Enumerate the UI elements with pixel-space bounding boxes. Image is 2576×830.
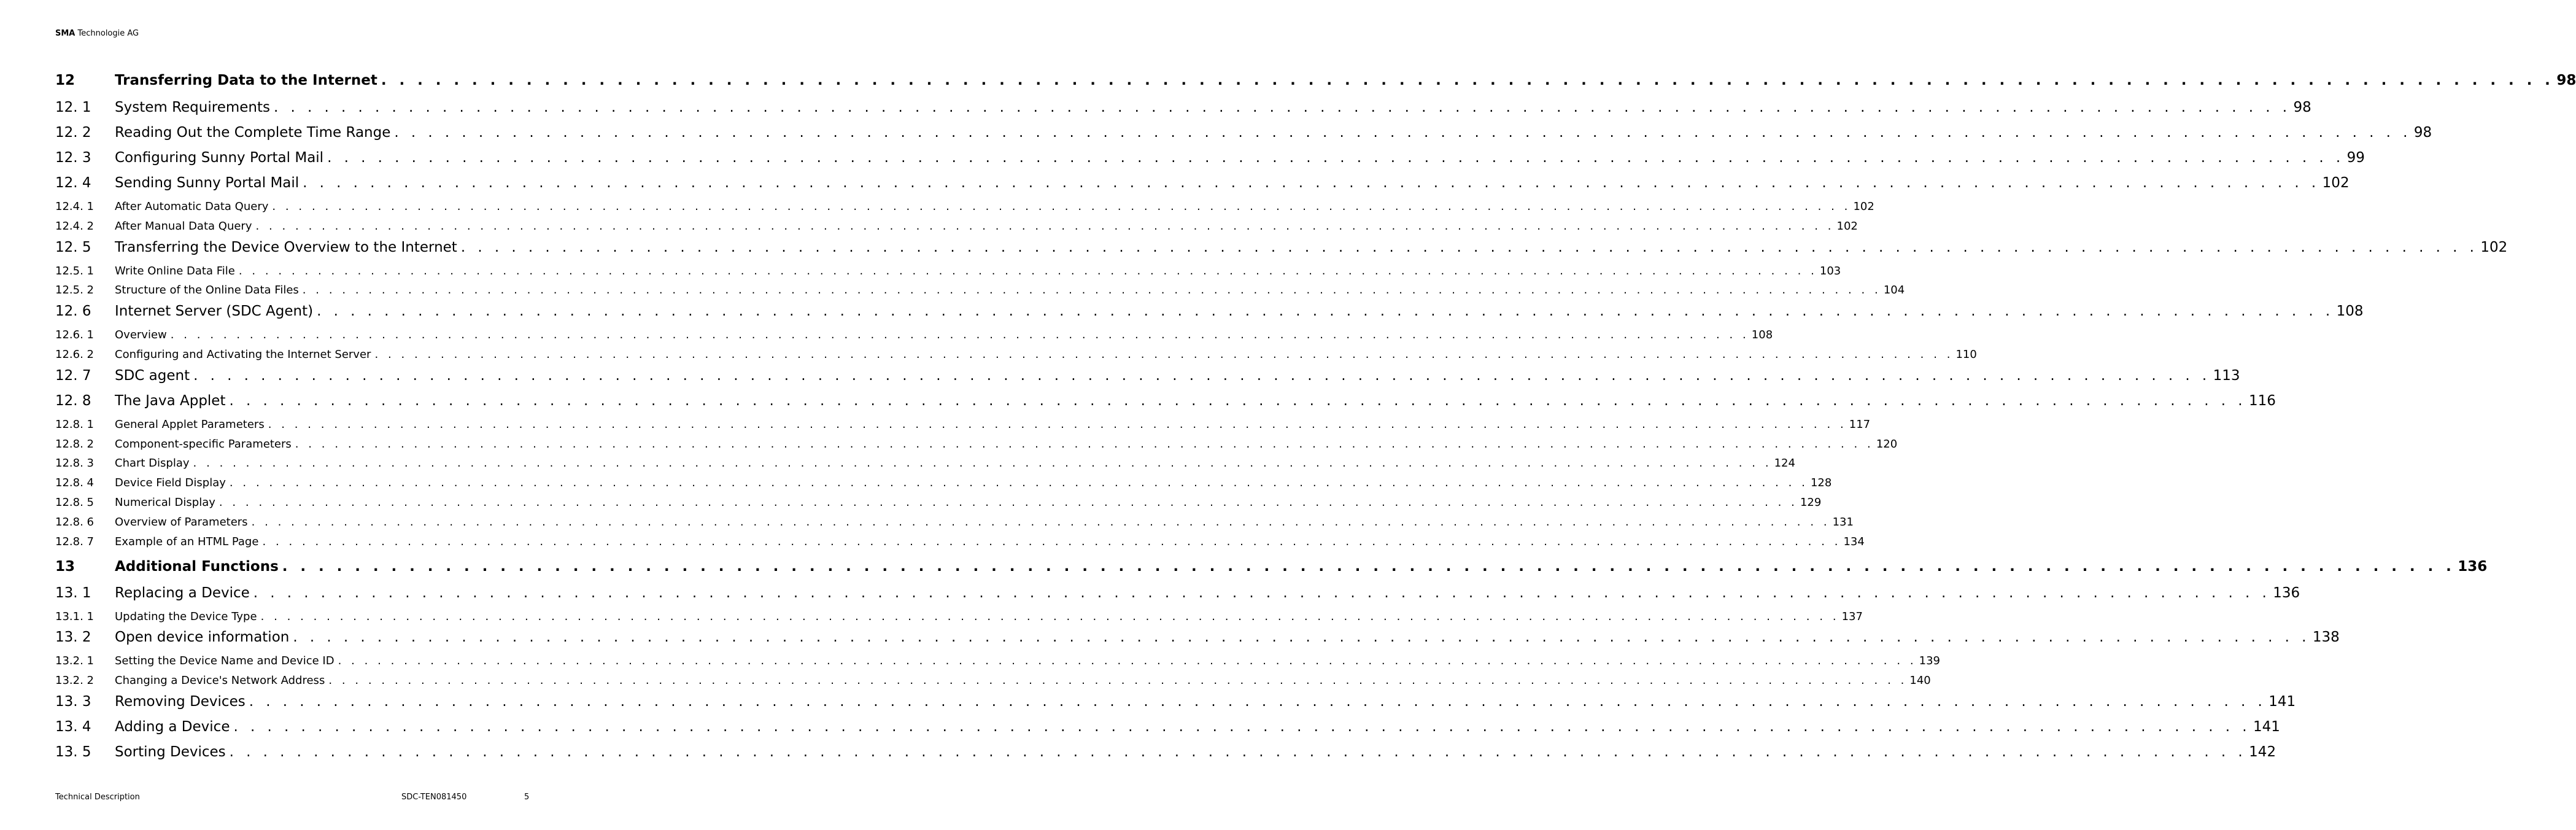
dot-leader: . . . . . . . . . . . . . . . . . . . . . . . . . . . . . . . . . . . . . . . . . . . . . . . . . . . . . . . . . . . . . . . . . . . . . . . . . . . . . . . . . . . . . . . . . . . . . . . . . . . . . . . . . . . . . . . . . . . . . . . . bbox=[338, 654, 1917, 668]
toc-entry-number: 12.8. 7 bbox=[55, 535, 94, 548]
toc-entry-number: 12. 1 bbox=[55, 99, 91, 115]
toc-entry-sub[interactable] bbox=[55, 417, 1871, 438]
toc-entry-title: Replacing a Device bbox=[115, 584, 250, 601]
toc-entry-number: 12.8. 1 bbox=[55, 417, 94, 431]
toc-entry-title: Reading Out the Complete Time Range bbox=[115, 125, 391, 141]
toc-entry-page: 142 bbox=[2249, 743, 2276, 760]
toc-entry-sub[interactable] bbox=[55, 674, 1931, 694]
toc-entry-section[interactable] bbox=[55, 175, 2350, 200]
toc-entry-page: 102 bbox=[2322, 175, 2350, 191]
dot-leader: . . . . . . . . . . . . . . . . . . . . . . . . . . . . . . . . . . . . . . . . . . . . . . . . . . . . . . . . . . . . . . . . . . . . . . . . . . . . . . . . . . . . . . . . . . . . . . . . . . . . . . . . . . . . . . . . . . . . . . . . bbox=[253, 584, 2271, 601]
toc-entry-sub[interactable] bbox=[55, 347, 1977, 368]
dot-leader: . . . . . . . . . . . . . . . . . . . . . . . . . . . . . . . . . . . . . . . . . . . . . . . . . . . . . . . . . . . . . . . . . . . . . . . . . . . . . . . . . . . . . . . . . . . . . . . . . . . . . . . . . . . . . . . . . . . . . . . . bbox=[282, 558, 2456, 575]
toc-entry-section[interactable] bbox=[55, 584, 2300, 610]
toc-entry-sub[interactable] bbox=[55, 219, 1858, 239]
dot-leader: . . . . . . . . . . . . . . . . . . . . . . . . . . . . . . . . . . . . . . . . . . . . . . . . . . . . . . . . . . . . . . . . . . . . . . . . . . . . . . . . . . . . . . . . . . . . . . . . . . . . . . . . . . . . . . . . . . . . . . . . bbox=[229, 392, 2246, 409]
dot-leader: . . . . . . . . . . . . . . . . . . . . . . . . . . . . . . . . . . . . . . . . . . . . . . . . . . . . . . . . . . . . . . . . . . . . . . . . . . . . . . . . . . . . . . . . . . . . . . . . . . . . . . . . . . . . . . . . . . . . . . . . bbox=[273, 99, 2291, 115]
toc-entry-section[interactable] bbox=[55, 629, 2340, 654]
toc-entry-title: Overview bbox=[115, 328, 167, 342]
toc-entry-sub[interactable] bbox=[55, 515, 1854, 535]
toc-entry-title: Component-specific Parameters bbox=[115, 437, 292, 451]
toc-entry-page: 141 bbox=[2253, 718, 2280, 735]
toc-entry-title: After Automatic Data Query bbox=[115, 200, 269, 213]
dot-leader: . . . . . . . . . . . . . . . . . . . . . . . . . . . . . . . . . . . . . . . . . . . . . . . . . . . . . . . . . . . . . . . . . . . . . . . . . . . . . . . . . . . . . . . . . . . . . . . . . . . . . . . . . . . . . . . . . . . . . . . . bbox=[327, 150, 2345, 166]
toc-entry-title: General Applet Parameters bbox=[115, 417, 265, 431]
toc-entry-title: Removing Devices bbox=[115, 693, 246, 710]
toc-entry-title: Sorting Devices bbox=[115, 743, 226, 760]
dot-leader: . . . . . . . . . . . . . . . . . . . . . . . . . . . . . . . . . . . . . . . . . . . . . . . . . . . . . . . . . . . . . . . . . . . . . . . . . . . . . . . . . . . . . . . . . . . . . . . . . . . . . . . . . . . . . . . . . . . . . . . . bbox=[193, 457, 1772, 470]
toc-entry-title: Updating the Device Type bbox=[115, 610, 257, 623]
page-header bbox=[55, 29, 139, 38]
dot-leader: . . . . . . . . . . . . . . . . . . . . . . . . . . . . . . . . . . . . . . . . . . . . . . . . . . . . . . . . . . . . . . . . . . . . . . . . . . . . . . . . . . . . . . . . . . . . . . . . . . . . . . . . . . . . . . . . . . . . . . . . bbox=[238, 264, 1817, 277]
toc-entry-title: Additional Functions bbox=[115, 558, 279, 575]
dot-leader: . . . . . . . . . . . . . . . . . . . . . . . . . . . . . . . . . . . . . . . . . . . . . . . . . . . . . . . . . . . . . . . . . . . . . . . . . . . . . . . . . . . . . . . . . . . . . . . . . . . . . . . . . . . . . . . . . . . . . . . . bbox=[251, 515, 1830, 529]
dot-leader: . . . . . . . . . . . . . . . . . . . . . . . . . . . . . . . . . . . . . . . . . . . . . . . . . . . . . . . . . . . . . . . . . . . . . . . . . . . . . . . . . . . . . . . . . . . . . . . . . . . . . . . . . . . . . . . . . . . . . . . . bbox=[394, 125, 2412, 141]
toc-entry-number: 13. 1 bbox=[55, 584, 91, 601]
toc-entry-page: 102 bbox=[1853, 200, 1874, 213]
toc-entry-number: 13.2. 2 bbox=[55, 674, 94, 688]
dot-leader: . . . . . . . . . . . . . . . . . . . . . . . . . . . . . . . . . . . . . . . . . . . . . . . . . . . . . . . . . . . . . . . . . . . . . . . . . . . . . . . . . . . . . . . . . . . . . . . . . . . . . . . . . . . . . . . . . . . . . . . . bbox=[317, 303, 2334, 320]
toc-entry-number: 12. 5 bbox=[55, 239, 91, 255]
footer-document-code: SDC-TEN081450 bbox=[401, 793, 467, 802]
toc-entry-number: 13. 5 bbox=[55, 743, 91, 760]
toc-entry-title: SDC agent bbox=[115, 367, 190, 384]
toc-entry-title: After Manual Data Query bbox=[115, 219, 252, 233]
dot-leader: . . . . . . . . . . . . . . . . . . . . . . . . . . . . . . . . . . . . . . . . . . . . . . . . . . . . . . . . . . . . . . . . . . . . . . . . . . . . . . . . . . . . . . . . . . . . . . . . . . . . . . . . . . . . . . . . . . . . . . . . bbox=[295, 437, 1874, 451]
toc-entry-sub[interactable] bbox=[55, 495, 1822, 516]
toc-entry-page: 141 bbox=[2269, 693, 2296, 710]
toc-entry-title: Overview of Parameters bbox=[115, 515, 248, 529]
toc-entry-title: Transferring Data to the Internet bbox=[115, 72, 377, 88]
dot-leader: . . . . . . . . . . . . . . . . . . . . . . . . . . . . . . . . . . . . . . . . . . . . . . . . . . . . . . . . . . . . . . . . . . . . . . . . . . . . . . . . . . . . . . . . . . . . . . . . . . . . . . . . . . . . . . . . . . . . . . . . bbox=[303, 175, 2320, 191]
footer-document-type: Technical Description bbox=[55, 793, 140, 802]
dot-leader: . . . . . . . . . . . . . . . . . . . . . . . . . . . . . . . . . . . . . . . . . . . . . . . . . . . . . . . . . . . . . . . . . . . . . . . . . . . . . . . . . . . . . . . . . . . . . . . . . . . . . . . . . . . . . . . . . . . . . . . . bbox=[328, 674, 1908, 688]
toc-entry-title: Sending Sunny Portal Mail bbox=[115, 175, 300, 191]
toc-entry-number: 13. 3 bbox=[55, 693, 91, 710]
toc-entry-sub[interactable] bbox=[55, 457, 1795, 476]
toc-entry-page: 110 bbox=[1955, 347, 1977, 361]
toc-entry-number: 12 bbox=[55, 72, 75, 88]
toc-entry-page: 108 bbox=[1751, 328, 1773, 342]
toc-entry-title: Structure of the Online Data Files bbox=[115, 284, 299, 297]
toc-entry-sub[interactable] bbox=[55, 264, 1841, 284]
toc-entry-sub[interactable] bbox=[55, 654, 1940, 674]
toc-entry-section[interactable] bbox=[55, 693, 2296, 719]
toc-entry-number: 12.8. 5 bbox=[55, 495, 94, 509]
brand-name: SMA bbox=[55, 29, 75, 38]
toc-entry-page: 103 bbox=[1819, 264, 1841, 277]
toc-entry-page: 108 bbox=[2336, 303, 2364, 320]
toc-entry-number: 12. 7 bbox=[55, 367, 91, 384]
toc-entry-number: 13 bbox=[55, 558, 75, 575]
dot-leader: . . . . . . . . . . . . . . . . . . . . . . . . . . . . . . . . . . . . . . . . . . . . . . . . . . . . . . . . . . . . . . . . . . . . . . . . . . . . . . . . . . . . . . . . . . . . . . . . . . . . . . . . . . . . . . . . . . . . . . . . bbox=[229, 476, 1808, 490]
dot-leader: . . . . . . . . . . . . . . . . . . . . . . . . . . . . . . . . . . . . . . . . . . . . . . . . . . . . . . . . . . . . . . . . . . . . . . . . . . . . . . . . . . . . . . . . . . . . . . . . . . . . . . . . . . . . . . . . . . . . . . . . bbox=[460, 239, 2478, 255]
toc-entry-section[interactable] bbox=[55, 743, 2276, 769]
toc-entry-number: 13. 2 bbox=[55, 629, 91, 646]
toc-entry-number: 12.6. 2 bbox=[55, 347, 94, 361]
toc-entry-page: 120 bbox=[1876, 437, 1898, 451]
toc-entry-title: Changing a Device's Network Address bbox=[115, 674, 325, 688]
toc-entry-page: 136 bbox=[2273, 584, 2300, 601]
dot-leader: . . . . . . . . . . . . . . . . . . . . . . . . . . . . . . . . . . . . . . . . . . . . . . . . . . . . . . . . . . . . . . . . . . . . . . . . . . . . . . . . . . . . . . . . . . . . . . . . . . . . . . . . . . . . . . . . . . . . . . . . bbox=[374, 347, 1954, 361]
toc-entry-title: Numerical Display bbox=[115, 495, 215, 509]
footer-page-number: 5 bbox=[524, 793, 530, 802]
toc-entry-section[interactable] bbox=[55, 718, 2280, 744]
toc-entry-page: 102 bbox=[2480, 239, 2508, 255]
dot-leader: . . . . . . . . . . . . . . . . . . . . . . . . . . . . . . . . . . . . . . . . . . . . . . . . . . . . . . . . . . . . . . . . . . . . . . . . . . . . . . . . . . . . . . . . . . . . . . . . . . . . . . . . . . . . . . . . . . . . . . . . bbox=[249, 693, 2267, 710]
toc-entry-sub[interactable] bbox=[55, 610, 1863, 630]
toc-entry-chapter[interactable] bbox=[55, 558, 2488, 585]
toc-entry-section[interactable] bbox=[55, 392, 2276, 418]
toc-entry-page: 140 bbox=[1909, 674, 1931, 688]
table-of-contents bbox=[55, 72, 2576, 769]
toc-entry-number: 12. 3 bbox=[55, 150, 91, 166]
toc-entry-sub[interactable] bbox=[55, 284, 1905, 303]
toc-entry-sub[interactable] bbox=[55, 476, 1832, 496]
toc-entry-number: 13.1. 1 bbox=[55, 610, 94, 623]
toc-entry-page: 131 bbox=[1832, 515, 1854, 529]
toc-entry-number: 12.5. 1 bbox=[55, 264, 94, 277]
toc-entry-number: 12. 2 bbox=[55, 125, 91, 141]
toc-entry-title: Adding a Device bbox=[115, 718, 230, 735]
toc-entry-page: 124 bbox=[1774, 457, 1795, 470]
toc-entry-number: 12.8. 3 bbox=[55, 457, 94, 470]
toc-entry-page: 98 bbox=[2293, 99, 2311, 115]
toc-entry-number: 12.8. 6 bbox=[55, 515, 94, 529]
toc-entry-number: 12.4. 1 bbox=[55, 200, 94, 213]
dot-leader: . . . . . . . . . . . . . . . . . . . . . . . . . . . . . . . . . . . . . . . . . . . . . . . . . . . . . . . . . . . . . . . . . . . . . . . . . . . . . . . . . . . . . . . . . . . . . . . . . . . . . . . . . . . . . . . . . . . . . . . . bbox=[260, 610, 1839, 623]
toc-entry-title: System Requirements bbox=[115, 99, 270, 115]
toc-entry-number: 12.8. 2 bbox=[55, 437, 94, 451]
toc-entry-page: 137 bbox=[1841, 610, 1863, 623]
dot-leader: . . . . . . . . . . . . . . . . . . . . . . . . . . . . . . . . . . . . . . . . . . . . . . . . . . . . . . . . . . . . . . . . . . . . . . . . . . . . . . . . . . . . . . . . . . . . . . . . . . . . . . . . . . . . . . . . . . . . . . . . bbox=[268, 417, 1847, 431]
toc-entry-page: 129 bbox=[1800, 495, 1822, 509]
toc-entry-number: 12.6. 1 bbox=[55, 328, 94, 342]
toc-entry-title: Transferring the Device Overview to the Internet bbox=[115, 239, 457, 255]
toc-entry-page: 136 bbox=[2458, 558, 2488, 575]
toc-entry-section[interactable] bbox=[55, 303, 2364, 328]
toc-entry-number: 12. 6 bbox=[55, 303, 91, 320]
toc-entry-sub[interactable] bbox=[55, 437, 1898, 457]
toc-entry-title: Internet Server (SDC Agent) bbox=[115, 303, 314, 320]
toc-entry-page: 104 bbox=[1883, 284, 1905, 297]
toc-entry-number: 12. 4 bbox=[55, 175, 91, 191]
dot-leader: . . . . . . . . . . . . . . . . . . . . . . . . . . . . . . . . . . . . . . . . . . . . . . . . . . . . . . . . . . . . . . . . . . . . . . . . . . . . . . . . . . . . . . . . . . . . . . . . . . . . . . . . . . . . . . . . . . . . . . . . bbox=[233, 718, 2251, 735]
toc-entry-sub[interactable] bbox=[55, 535, 1865, 559]
toc-entry-title: Open device information bbox=[115, 629, 290, 646]
toc-entry-title: Example of an HTML Page bbox=[115, 535, 259, 548]
toc-entry-section[interactable] bbox=[55, 239, 2508, 265]
toc-entry-title: Chart Display bbox=[115, 457, 190, 470]
toc-entry-page: 134 bbox=[1843, 535, 1865, 548]
toc-entry-sub[interactable] bbox=[55, 328, 1773, 348]
toc-entry-page: 116 bbox=[2248, 392, 2276, 409]
toc-entry-number: 13. 4 bbox=[55, 718, 91, 735]
dot-leader: . . . . . . . . . . . . . . . . . . . . . . . . . . . . . . . . . . . . . . . . . . . . . . . . . . . . . . . . . . . . . . . . . . . . . . . . . . . . . . . . . . . . . . . . . . . . . . . . . . . . . . . . . . . . . . . . . . . . . . . . bbox=[302, 284, 1881, 297]
dot-leader: . . . . . . . . . . . . . . . . . . . . . . . . . . . . . . . . . . . . . . . . . . . . . . . . . . . . . . . . . . . . . . . . . . . . . . . . . . . . . . . . . . . . . . . . . . . . . . . . . . . . . . . . . . . . . . . . . . . . . . . . bbox=[255, 219, 1835, 233]
toc-entry-page: 138 bbox=[2312, 629, 2340, 646]
toc-entry-title: The Java Applet bbox=[115, 392, 226, 409]
toc-entry-sub[interactable] bbox=[55, 200, 1874, 220]
toc-entry-section[interactable] bbox=[55, 367, 2240, 393]
toc-entry-page: 117 bbox=[1849, 417, 1871, 431]
toc-entry-section[interactable] bbox=[55, 125, 2432, 150]
toc-entry-page: 98 bbox=[2556, 72, 2576, 88]
toc-entry-number: 12.5. 2 bbox=[55, 284, 94, 297]
dot-leader: . . . . . . . . . . . . . . . . . . . . . . . . . . . . . . . . . . . . . . . . . . . . . . . . . . . . . . . . . . . . . . . . . . . . . . . . . . . . . . . . . . . . . . . . . . . . . . . . . . . . . . . . . . . . . . . . . . . . . . . . bbox=[293, 629, 2310, 646]
toc-entry-page: 113 bbox=[2213, 367, 2240, 384]
toc-entry-number: 13.2. 1 bbox=[55, 654, 94, 668]
toc-entry-section[interactable] bbox=[55, 99, 2311, 125]
dot-leader: . . . . . . . . . . . . . . . . . . . . . . . . . . . . . . . . . . . . . . . . . . . . . . . . . . . . . . . . . . . . . . . . . . . . . . . . . . . . . . . . . . . . . . . . . . . . . . . . . . . . . . . . . . . . . . . . . . . . . . . . bbox=[272, 200, 1851, 213]
dot-leader: . . . . . . . . . . . . . . . . . . . . . . . . . . . . . . . . . . . . . . . . . . . . . . . . . . . . . . . . . . . . . . . . . . . . . . . . . . . . . . . . . . . . . . . . . . . . . . . . . . . . . . . . . . . . . . . . . . . . . . . . bbox=[193, 367, 2211, 384]
toc-entry-title: Write Online Data File bbox=[115, 264, 235, 277]
toc-entry-page: 139 bbox=[1919, 654, 1940, 668]
toc-entry-section[interactable] bbox=[55, 150, 2365, 175]
toc-entry-title: Device Field Display bbox=[115, 476, 226, 490]
toc-entry-number: 12. 8 bbox=[55, 392, 91, 409]
toc-entry-number: 12.8. 4 bbox=[55, 476, 94, 490]
toc-entry-page: 99 bbox=[2346, 150, 2365, 166]
toc-entry-title: Configuring and Activating the Internet Server bbox=[115, 347, 371, 361]
dot-leader: . . . . . . . . . . . . . . . . . . . . . . . . . . . . . . . . . . . . . . . . . . . . . . . . . . . . . . . . . . . . . . . . . . . . . . . . . . . . . . . . . . . . . . . . . . . . . . . . . . . . . . . . . . . . . . . . . . . . . . . . bbox=[381, 72, 2555, 88]
toc-entry-title: Configuring Sunny Portal Mail bbox=[115, 150, 324, 166]
dot-leader: . . . . . . . . . . . . . . . . . . . . . . . . . . . . . . . . . . . . . . . . . . . . . . . . . . . . . . . . . . . . . . . . . . . . . . . . . . . . . . . . . . . . . . . . . . . . . . . . . . . . . . . . . . . . . . . . . . . . . . . . bbox=[262, 535, 1841, 548]
company-name: Technologie AG bbox=[75, 29, 139, 38]
dot-leader: . . . . . . . . . . . . . . . . . . . . . . . . . . . . . . . . . . . . . . . . . . . . . . . . . . . . . . . . . . . . . . . . . . . . . . . . . . . . . . . . . . . . . . . . . . . . . . . . . . . . . . . . . . . . . . . . . . . . . . . . bbox=[219, 495, 1798, 509]
toc-entry-title: Setting the Device Name and Device ID bbox=[115, 654, 335, 668]
toc-entry-number: 12.4. 2 bbox=[55, 219, 94, 233]
toc-entry-chapter[interactable] bbox=[55, 72, 2576, 99]
dot-leader: . . . . . . . . . . . . . . . . . . . . . . . . . . . . . . . . . . . . . . . . . . . . . . . . . . . . . . . . . . . . . . . . . . . . . . . . . . . . . . . . . . . . . . . . . . . . . . . . . . . . . . . . . . . . . . . . . . . . . . . . bbox=[170, 328, 1749, 342]
toc-entry-page: 102 bbox=[1836, 219, 1858, 233]
dot-leader: . . . . . . . . . . . . . . . . . . . . . . . . . . . . . . . . . . . . . . . . . . . . . . . . . . . . . . . . . . . . . . . . . . . . . . . . . . . . . . . . . . . . . . . . . . . . . . . . . . . . . . . . . . . . . . . . . . . . . . . . bbox=[229, 743, 2247, 760]
toc-entry-page: 128 bbox=[1810, 476, 1832, 490]
toc-entry-page: 98 bbox=[2413, 125, 2432, 141]
